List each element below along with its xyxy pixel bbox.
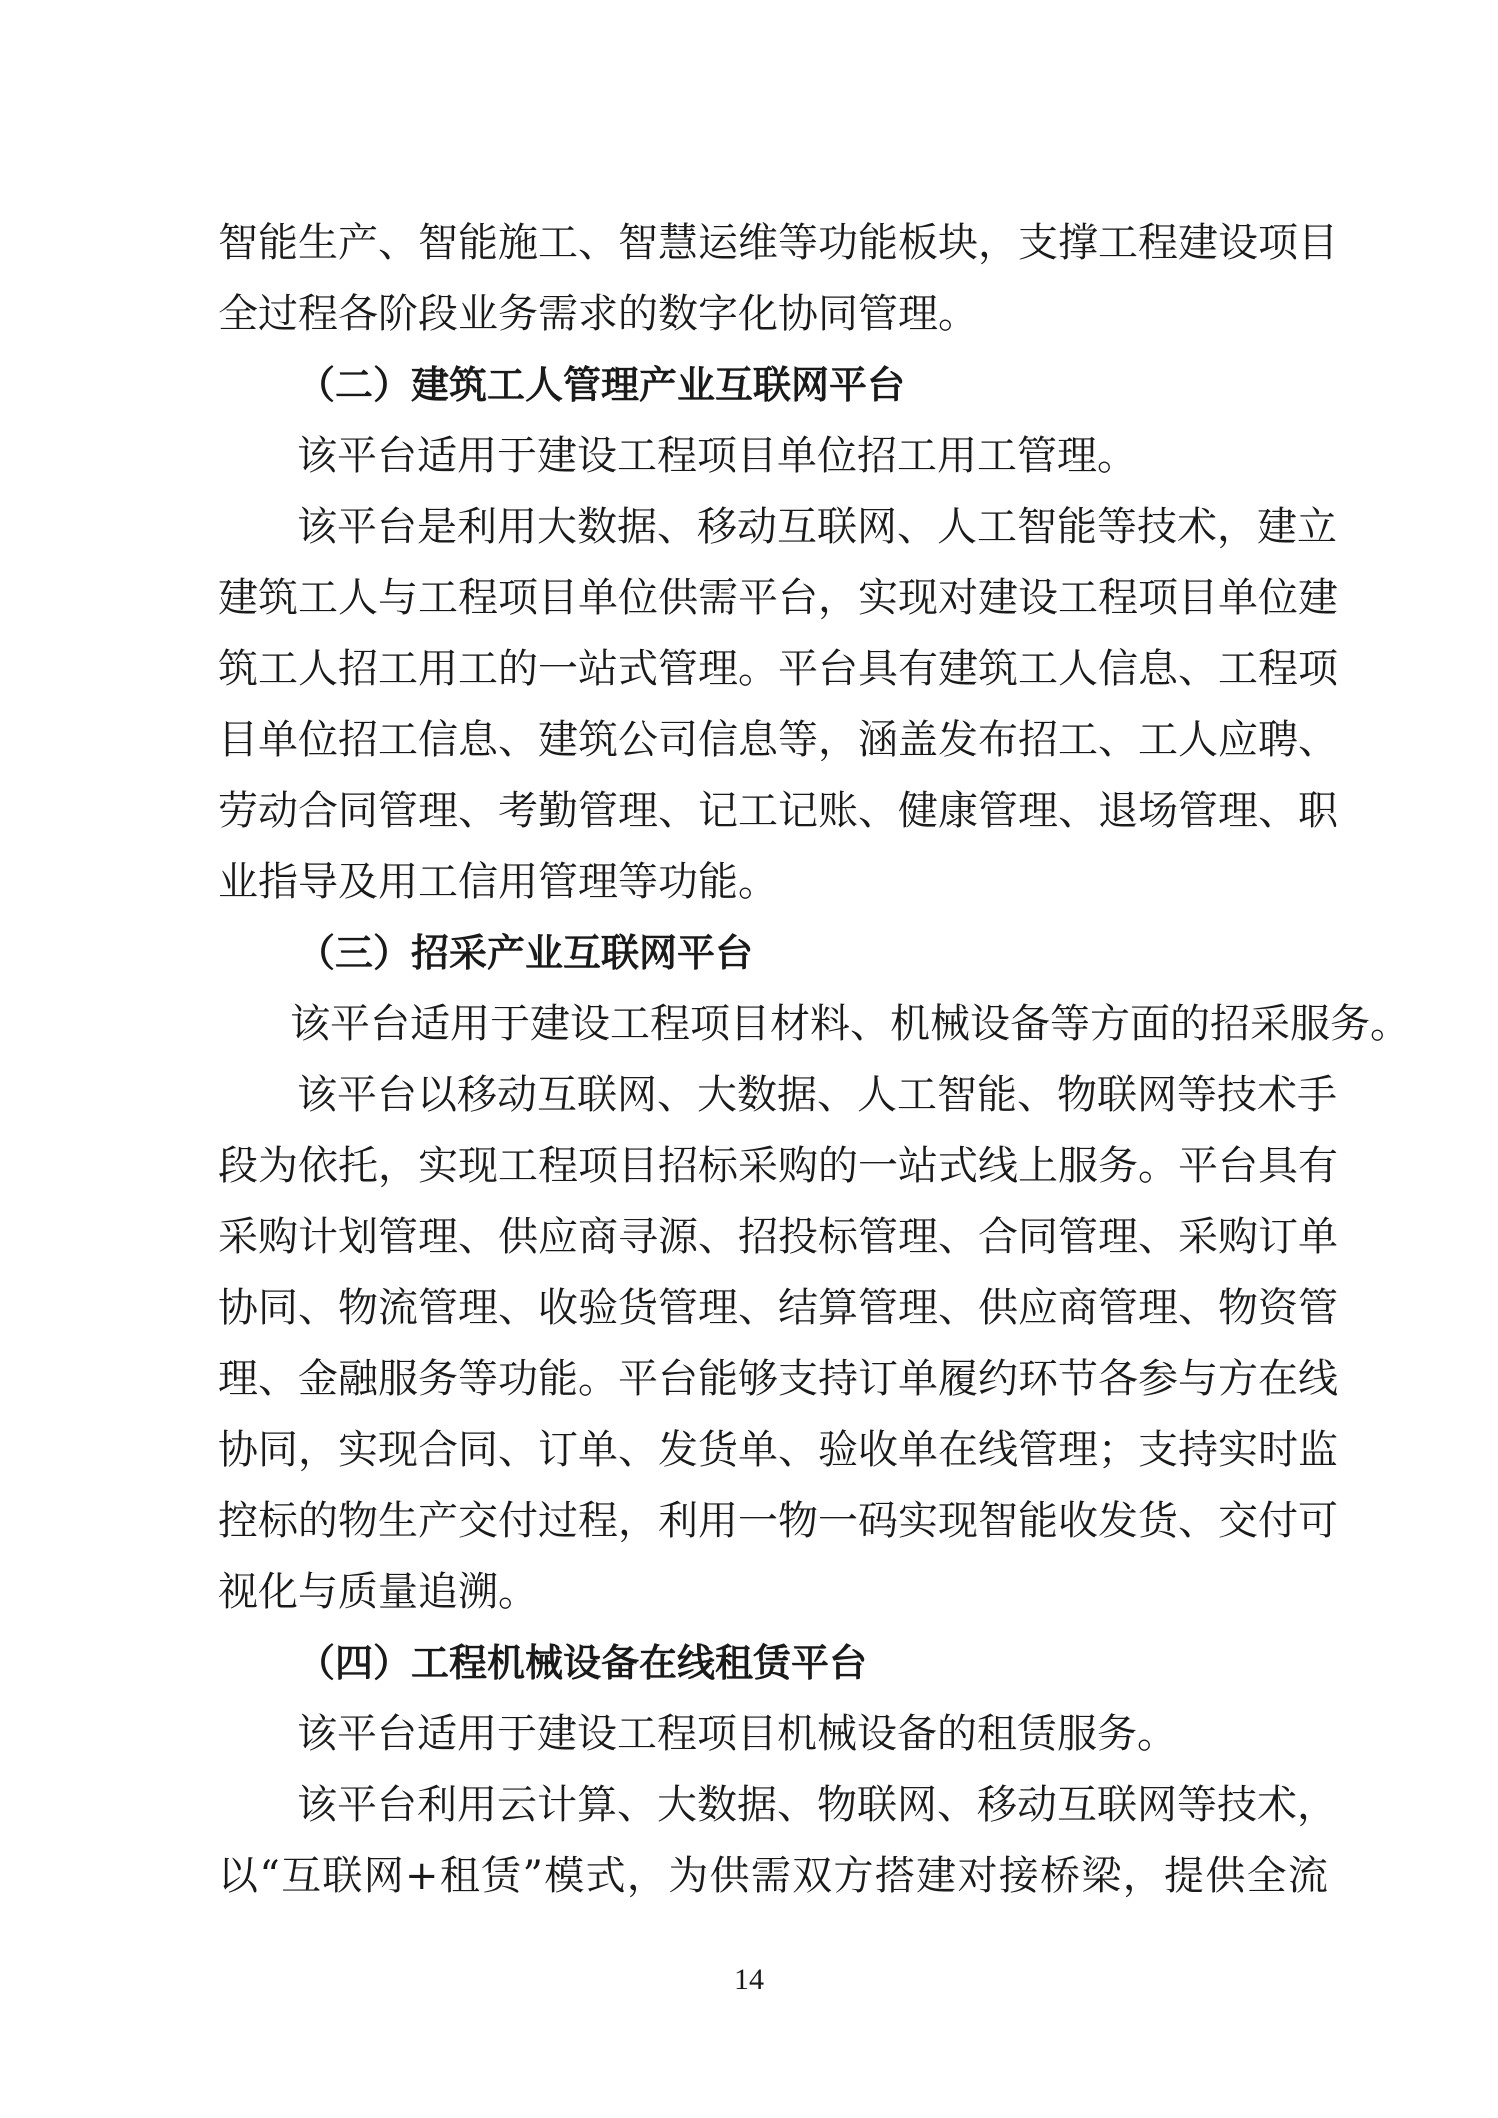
body-text-line: 业指导及用工信用管理等功能。 [218,859,778,905]
body-text-line: 全过程各阶段业务需求的数字化协同管理。 [218,291,978,337]
section-heading-4: （四）工程机械设备在线租赁平台 [297,1641,868,1685]
body-text-line: 该平台利用云计算、大数据、物联网、移动互联网等技术， [297,1782,1337,1828]
page-number: 14 [734,1963,764,1996]
body-text-line: 劳动合同管理、考勤管理、记工记账、健康管理、退场管理、职 [218,788,1338,834]
body-text-line: 智能生产、智能施工、智慧运维等功能板块，支撑工程建设项目 [218,220,1338,266]
body-text-line: 视化与质量追溯。 [218,1569,538,1615]
body-text-line: 该平台适用于建设工程项目单位招工用工管理。 [297,433,1137,479]
body-text-line: 该平台适用于建设工程项目机械设备的租赁服务。 [297,1711,1177,1757]
body-text-line: 理、金融服务等功能。平台能够支持订单履约环节各参与方在线 [218,1356,1338,1402]
body-text-line: 目单位招工信息、建筑公司信息等，涵盖发布招工、工人应聘、 [218,717,1338,763]
body-text-line: 该平台以移动互联网、大数据、人工智能、物联网等技术手 [297,1072,1337,1118]
body-text-line: 该平台是利用大数据、移动互联网、人工智能等技术，建立 [297,504,1337,550]
body-text-line: 该平台适用于建设工程项目材料、机械设备等方面的招采服务。 [290,1001,1410,1047]
body-text-line: 筑工人招工用工的一站式管理。平台具有建筑工人信息、工程项 [218,646,1338,692]
body-text-line: 以“互联网+租赁”模式，为供需双方搭建对接桥梁，提供全流 [218,1853,1328,1899]
section-heading-3: （三）招采产业互联网平台 [297,931,754,975]
body-text-line: 协同，实现合同、订单、发货单、验收单在线管理；支持实时监 [218,1427,1338,1473]
body-text-line: 协同、物流管理、收验货管理、结算管理、供应商管理、物资管 [218,1285,1338,1331]
body-text-line: 段为依托，实现工程项目招标采购的一站式线上服务。平台具有 [218,1143,1338,1189]
body-text-line: 采购计划管理、供应商寻源、招投标管理、合同管理、采购订单 [218,1214,1338,1260]
body-text-line: 建筑工人与工程项目单位供需平台，实现对建设工程项目单位建 [218,575,1338,621]
body-text-line: 控标的物生产交付过程，利用一物一码实现智能收发货、交付可 [218,1498,1338,1544]
section-heading-2: （二）建筑工人管理产业互联网平台 [297,363,906,407]
